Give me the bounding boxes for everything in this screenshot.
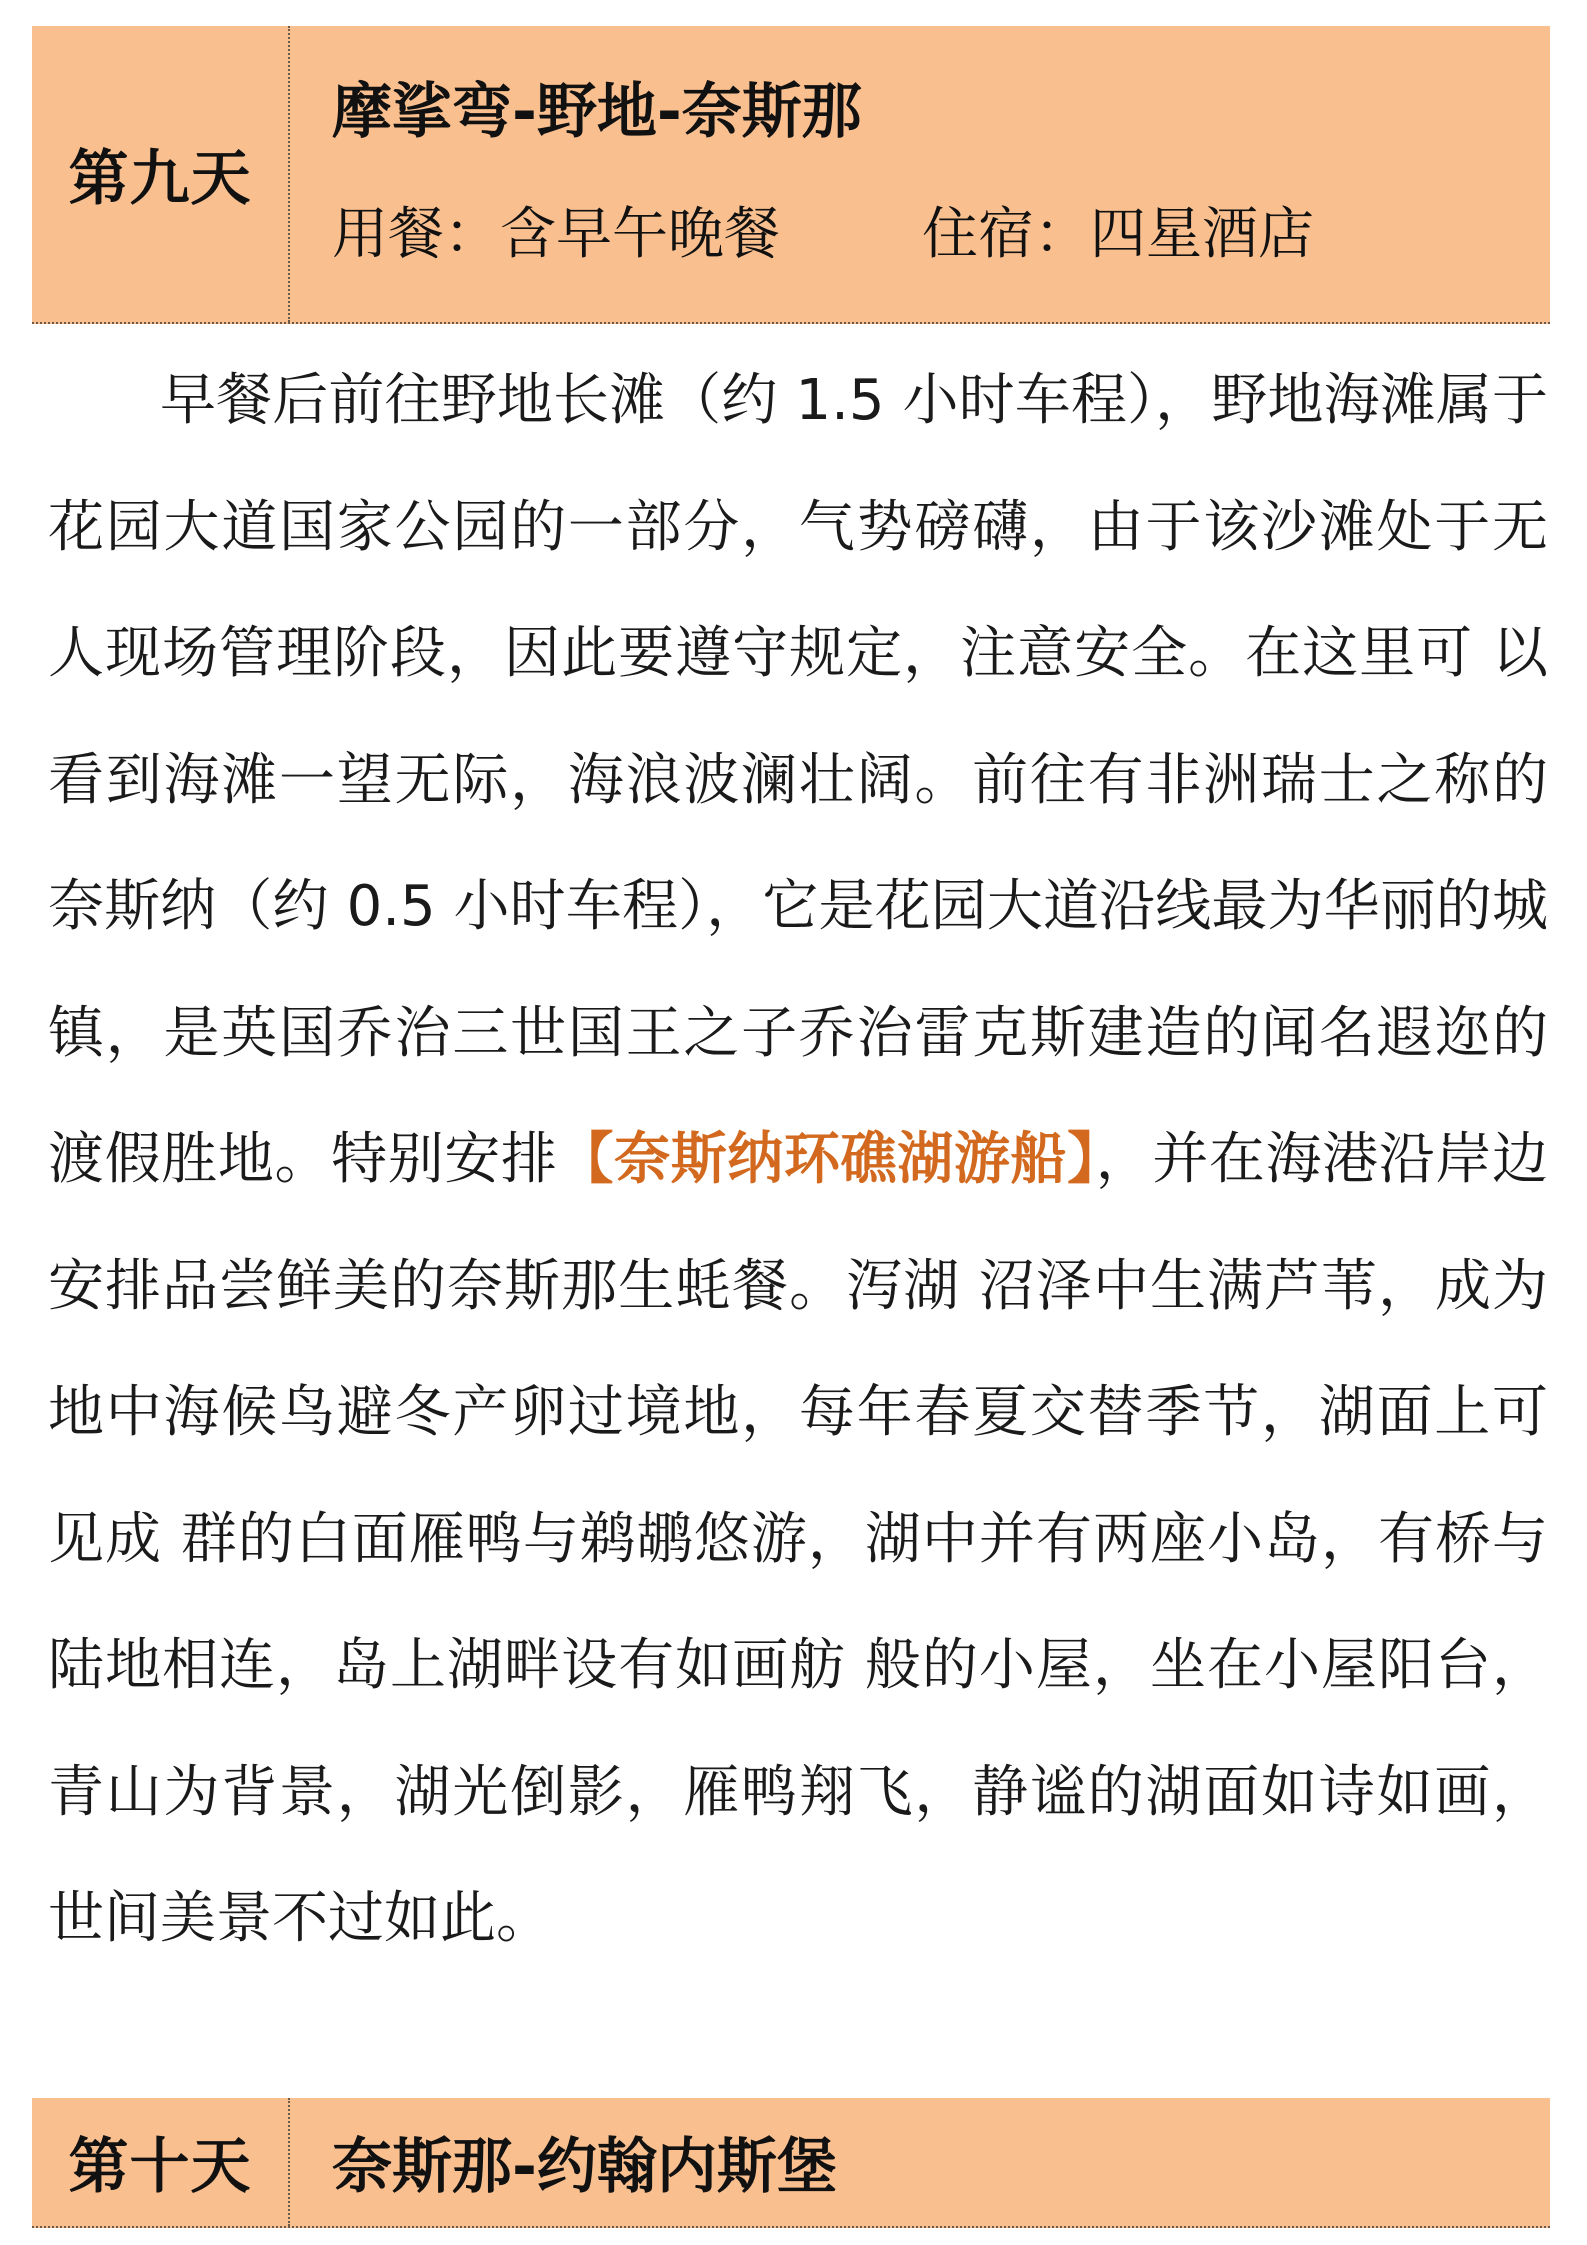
description-text-continued: ，并在海港沿岸边安排品尝鲜美的奈斯那生蚝餐。泻湖 沼泽中生满芦苇，成为地中海候鸟避冬产卵过境地，每年春夏交替季节，湖面上可见成 群的白面雁鸭与鹈鹕悠游，湖中并有两座小岛，有桥与陆地相连，岛上湖畔设有如画舫 般的小屋，坐在小屋阳台，青山为背景，湖光倒影，雁鸭翔飞，静谧的湖面如诗如画，世间美景不过如此。	[48, 1127, 1549, 1951]
day-nine-header	[32, 26, 1550, 324]
day-label: 第十天	[68, 2132, 252, 2202]
day-label-cell	[32, 2098, 290, 2226]
route-title: 奈斯那-约翰内斯堡	[332, 2132, 837, 2202]
day-info-cell	[290, 26, 1550, 322]
day-info-cell	[290, 2098, 1550, 2226]
highlight-activity: 【奈斯纳环礁湖游船】	[557, 1127, 1096, 1192]
day-ten-header	[32, 2098, 1550, 2228]
meta-row	[332, 190, 1550, 270]
day-description	[48, 338, 1548, 1983]
description-text: 早餐后前往野地长滩（约 1.5 小时车程），野地海滩属于花园大道国家公园的一部分，气势磅礴，由于该沙滩处于无人现场管理阶段，因此要遵守规定，注意安全。在这里可 以看到海滩一望无际，海浪波澜壮阔。前往有非洲瑞士之称的奈斯纳（约 0.5 小时车程），它是花园大道沿线最为华丽的城镇，是英国乔治三世国王之子乔治雷克斯建造的闻名遐迩的渡假胜地。特别安排	[48, 368, 1548, 1192]
day-label-cell	[32, 26, 290, 322]
route-title: 摩挲弯-野地-奈斯那	[332, 77, 862, 147]
lodging-info: 住宿：四星酒店	[922, 202, 1314, 267]
day-label: 第九天	[68, 144, 252, 214]
meals-info: 用餐：含早午晚餐	[332, 202, 780, 267]
